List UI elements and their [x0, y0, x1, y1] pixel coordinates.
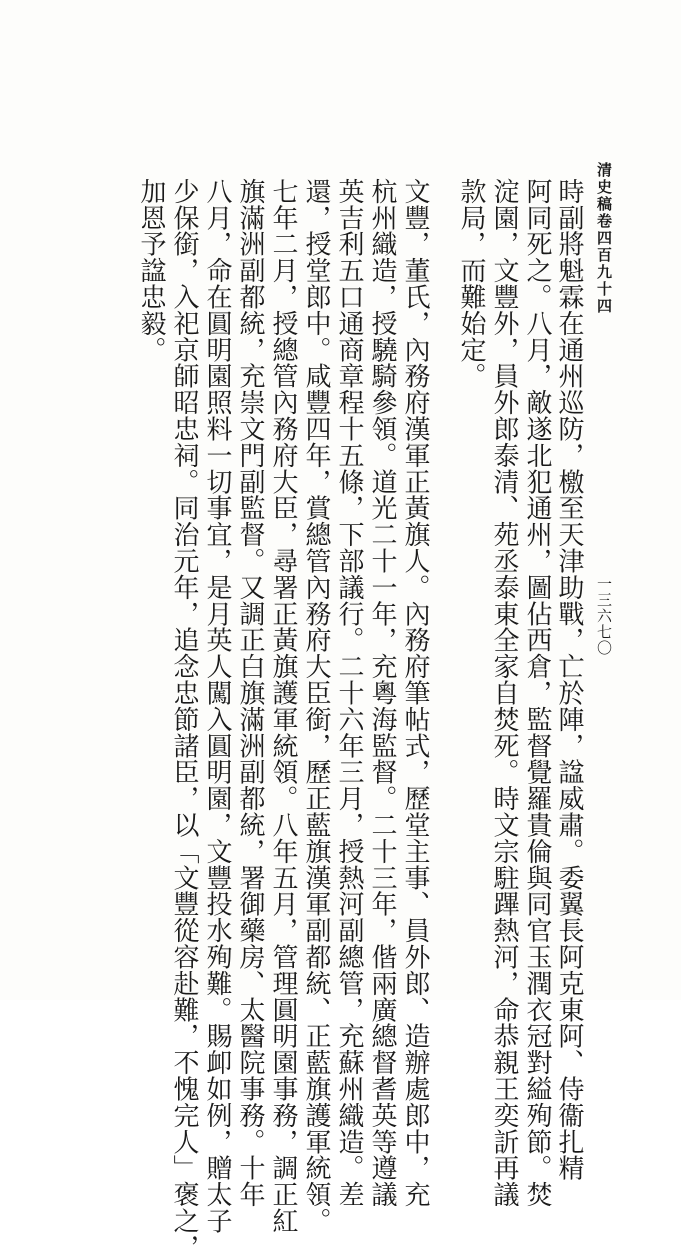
- text-column-5: 文豐，董氏，內務府漢軍正黃旗人。內務府筆帖式，歷堂主事、員外郎、造辦處郎中，充: [400, 178, 430, 1208]
- text-column-12: 少保銜，入祀京師昭忠祠。同治元年，追念忠節諸臣，以「文豐從容赴難，不愧完人」褒之，: [169, 178, 199, 1260]
- text-column-8: 還，授堂郎中。咸豐四年，賞總管內務府大臣銜，歷正藍旗漢軍副都統、正藍旗護軍統領。: [301, 178, 331, 1234]
- running-header-title: 清史稿卷四百九十四: [595, 162, 613, 315]
- page-number: 一三六七〇: [595, 576, 613, 656]
- text-column-6: 杭州織造，授驍騎參領。道光二十一年，充粵海監督。二十三年，偕兩廣總督耆英等遵議: [367, 178, 397, 1208]
- text-column-4: 款局，而難始定。: [456, 178, 486, 390]
- text-column-3: 淀園，文豐外，員外郎泰清、苑丞泰東全家自焚死。時文宗駐蹕熱河，命恭親王奕訢再議: [489, 178, 519, 1208]
- text-column-1: 時副將魁霖在通州巡防，檄至天津助戰，亡於陣，諡威肅。委翼長阿克東阿、侍衞扎精: [554, 178, 584, 1182]
- text-column-9: 七年二月，授總管內務府大臣，尋署正黃旗護軍統領。八年五月，管理圓明園事務，調正紅: [268, 178, 298, 1234]
- text-column-7: 英吉利五口通商章程十五條，下部議行。二十六年三月，授熱河副總管，充蘇州織造。差: [334, 178, 364, 1208]
- text-column-11: 八月，命在圓明園照料一切事宜，是月英人闖入圓明園，文豐投水殉難。賜卹如例，贈太子: [202, 178, 232, 1234]
- text-column-2: 阿同死之。八月，敵遂北犯通州，圖佔西倉，監督覺羅貴倫與同官玉潤衣冠對縊殉節。焚: [522, 178, 552, 1208]
- text-column-10: 旗滿洲副都統，充崇文門副監督。又調正白旗滿洲副都統，署御藥房、太醫院事務。十年: [235, 178, 265, 1208]
- text-column-13: 加恩予諡忠毅。: [136, 178, 166, 363]
